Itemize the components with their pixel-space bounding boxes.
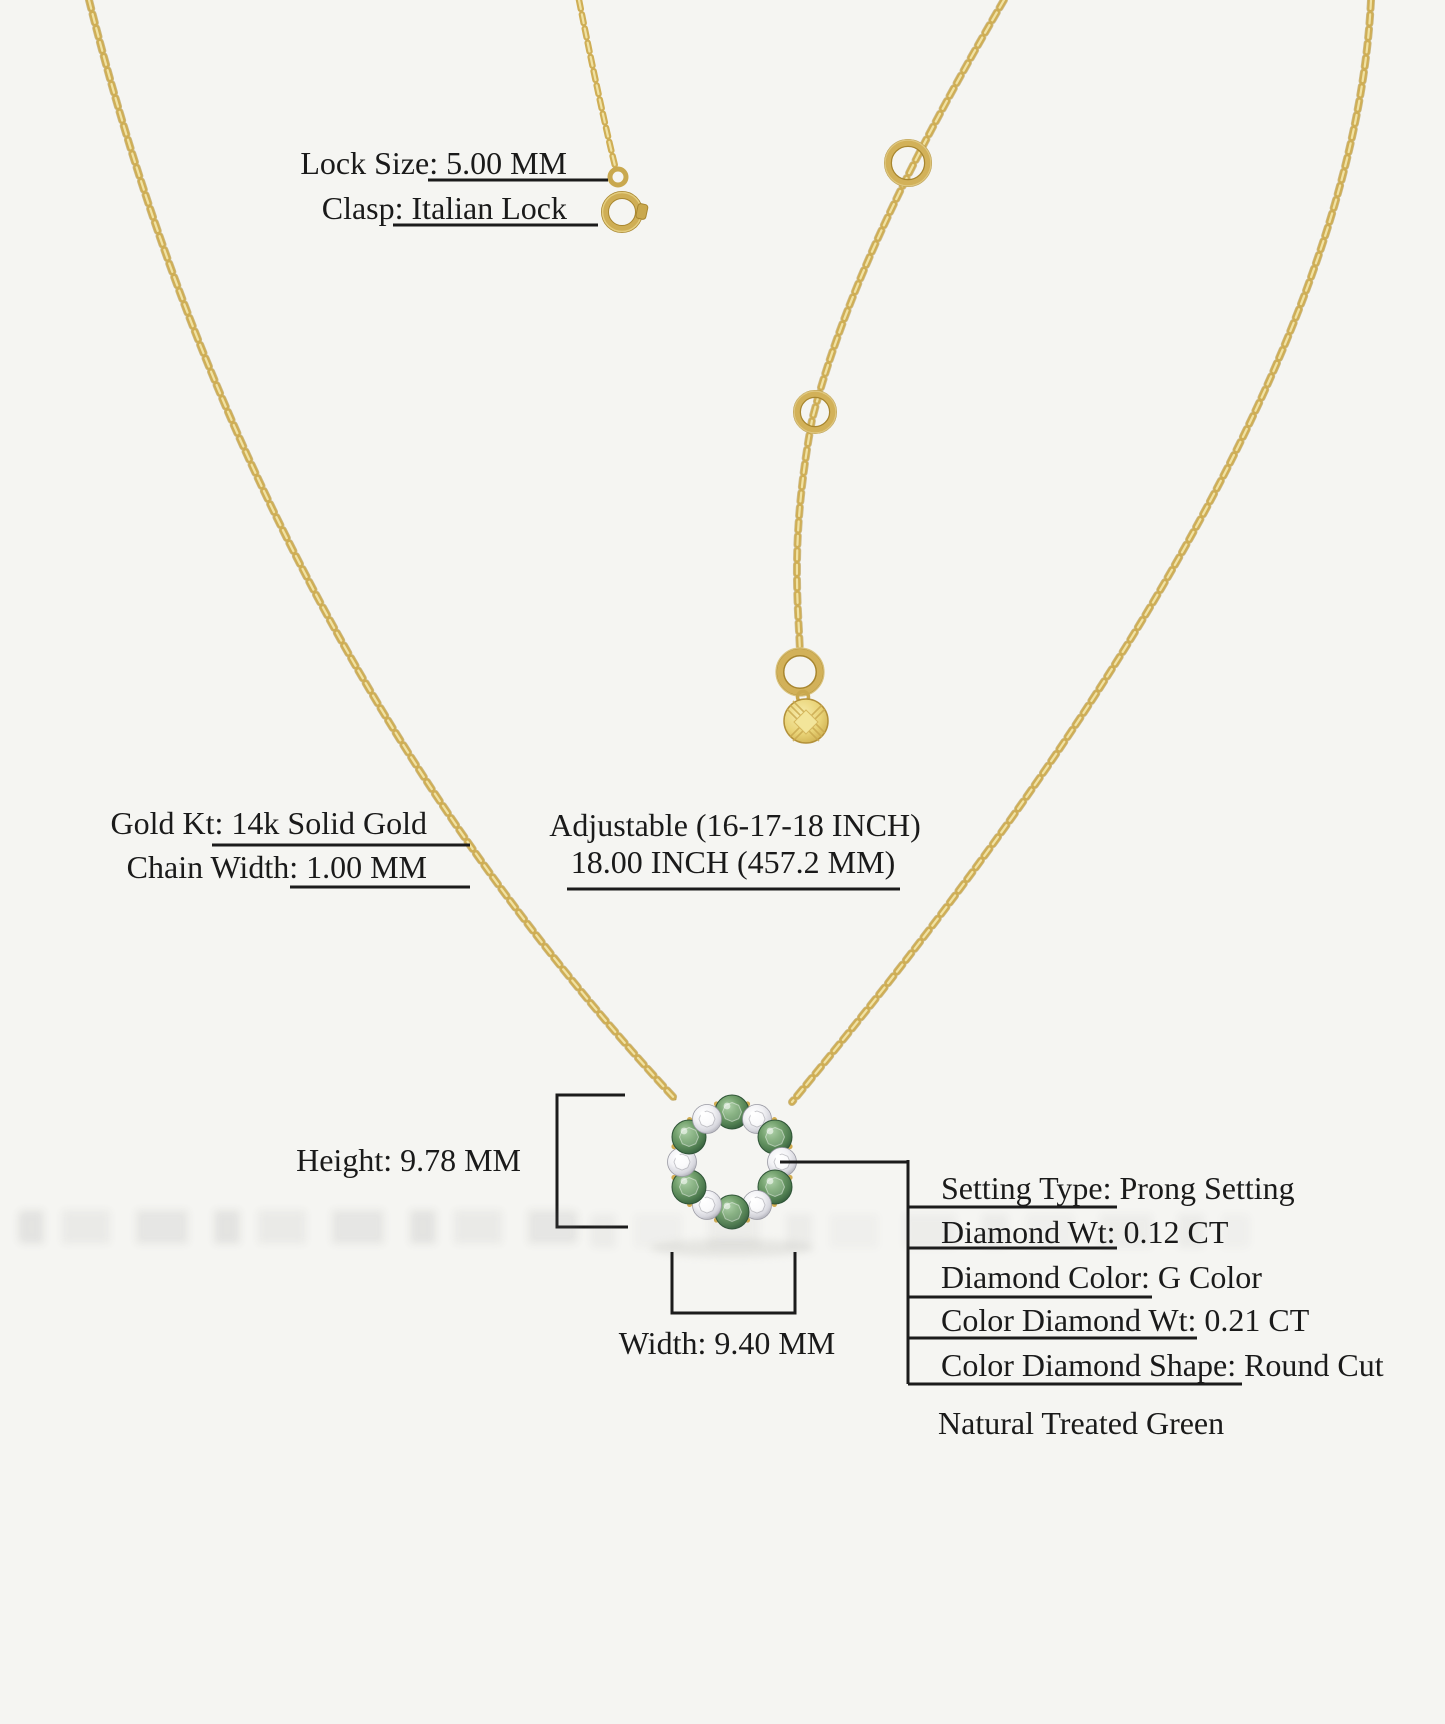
length-label: 18.00 INCH (457.2 MM): [570, 844, 896, 880]
clasp-label: Clasp: Italian Lock: [321, 190, 567, 226]
pendant-open-circle: [668, 1095, 797, 1229]
right-chain: [792, 0, 1371, 1102]
width-bracket: [672, 1252, 795, 1313]
pendant-stone-white: [693, 1105, 722, 1134]
color-diamond-wt-label: Color Diamond Wt: 0.21 CT: [941, 1302, 1310, 1338]
watermark-band: [18, 1210, 578, 1244]
adjustable-label: Adjustable (16-17-18 INCH): [549, 807, 921, 843]
clasp-chain: [579, 0, 616, 170]
extender-chain: [797, 0, 1004, 652]
lock-size-label: Lock Size: 5.00 MM: [300, 145, 567, 181]
clasp-link-ring: [610, 169, 626, 185]
color-diamond-shape-label: Color Diamond Shape: Round Cut: [941, 1347, 1384, 1383]
treatment-label: Natural Treated Green: [938, 1405, 1225, 1441]
width-label: Width: 9.40 MM: [618, 1325, 836, 1361]
gold-kt-label: Gold Kt: 14k Solid Gold: [110, 805, 427, 841]
setting-type-label: Setting Type: Prong Setting: [941, 1170, 1295, 1206]
height-bracket: [557, 1095, 628, 1227]
sizing-ring-top: [885, 140, 931, 186]
chain-width-label: Chain Width: 1.00 MM: [126, 849, 427, 885]
sizing-ring-bottom: [776, 648, 824, 696]
height-label: Height: 9.78 MM: [296, 1142, 521, 1178]
extender-disc-tag-icon: [784, 692, 828, 744]
spring-ring-clasp-icon: [603, 193, 649, 232]
diamond-wt-label: Diamond Wt: 0.12 CT: [941, 1214, 1229, 1250]
diamond-color-label: Diamond Color: G Color: [941, 1259, 1262, 1295]
